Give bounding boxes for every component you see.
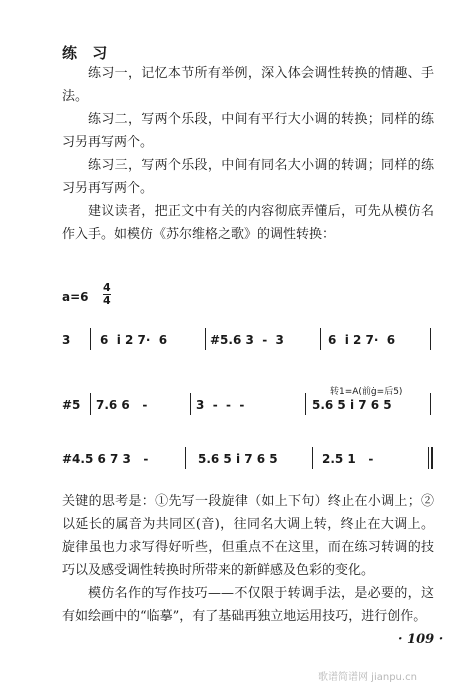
- time-signature-top: 4: [103, 281, 111, 294]
- score-line2-measure: 7.6 6 -: [96, 398, 148, 412]
- score-line1-measure: #5.6 3 - 3: [210, 333, 284, 347]
- tempo-marking: a=6: [62, 290, 89, 304]
- exercise-1: 练习一，记忆本节所有举例，深入体会调性转换的情趣、手法。: [62, 66, 434, 104]
- closing-paragraph: 模仿名作的写作技巧——不仅限于转调手法，是必要的，这有如绘画中的“临摹”，有了基础再独立地运用技巧，进行创作。: [62, 586, 434, 624]
- page-number: · 109 ·: [398, 632, 444, 647]
- score-line2-measure: 5.6 5 i 7 6 5: [312, 398, 392, 412]
- score-line3-barline-b: [312, 447, 313, 469]
- site-watermark: 歌谱简谱网 jianpu.cn: [318, 672, 417, 683]
- score-line3-measure: 5.6 5 i 7 6 5: [198, 452, 278, 466]
- score-line2-measure: 3 - - -: [196, 398, 245, 412]
- time-signature: [103, 282, 111, 306]
- score-line2-barline-c: [305, 393, 306, 415]
- score-line3-barline-c: [428, 447, 429, 469]
- score-line2-barline-a: [90, 393, 91, 415]
- time-signature-bottom: 4: [103, 294, 111, 307]
- score-line1-measure: 6 i 2 7· 6: [328, 333, 396, 347]
- exercise-2: 练习二，写两个乐段，中间有平行大小调的转换；同样的练习另再写两个。: [62, 112, 434, 150]
- score-line1-barline-d: [430, 328, 431, 350]
- score-final-barline: [431, 447, 433, 469]
- score-line3-measure: 2.5 1 -: [322, 452, 374, 466]
- score-line1-measure: 6 i 2 7· 6: [100, 333, 168, 347]
- score-line3-barline-a: [185, 447, 186, 469]
- section-heading: 练 习: [62, 44, 113, 62]
- score-line3-measure: #4.5 6 7 3 -: [62, 452, 149, 466]
- suggestion-paragraph: 建议读者，把正文中有关的内容彻底弄懂后，可先从模仿名作入手。如模仿《苏尔维格之歌》的调性转换：: [62, 204, 434, 242]
- key-points-paragraph: 关键的思考是：①先写一段旋律（如上下句）终止在小调上；②以延长的属音为共同区(音)，往同名大调上转，终止在大调上。旋律虽也力求写得好听些，但重点不在这里，而在练习转调的技巧以及感受调性转换时所带来的新鲜感及色彩的变化。: [62, 494, 434, 578]
- exercise-3: 练习三，写两个乐段，中间有同名大小调的转调；同样的练习另再写两个。: [62, 158, 434, 196]
- score-line1-pickup: 3: [62, 333, 71, 347]
- score-line2-barline-d: [430, 393, 431, 415]
- score-line2-pickup: #5: [62, 398, 81, 412]
- score-line2-barline-b: [190, 393, 191, 415]
- score-line1-barline-a: [90, 328, 91, 350]
- score-line1-barline-c: [320, 328, 321, 350]
- modulation-note: 转1=A(前ġ=后5): [330, 387, 403, 397]
- score-line1-barline-b: [205, 328, 206, 350]
